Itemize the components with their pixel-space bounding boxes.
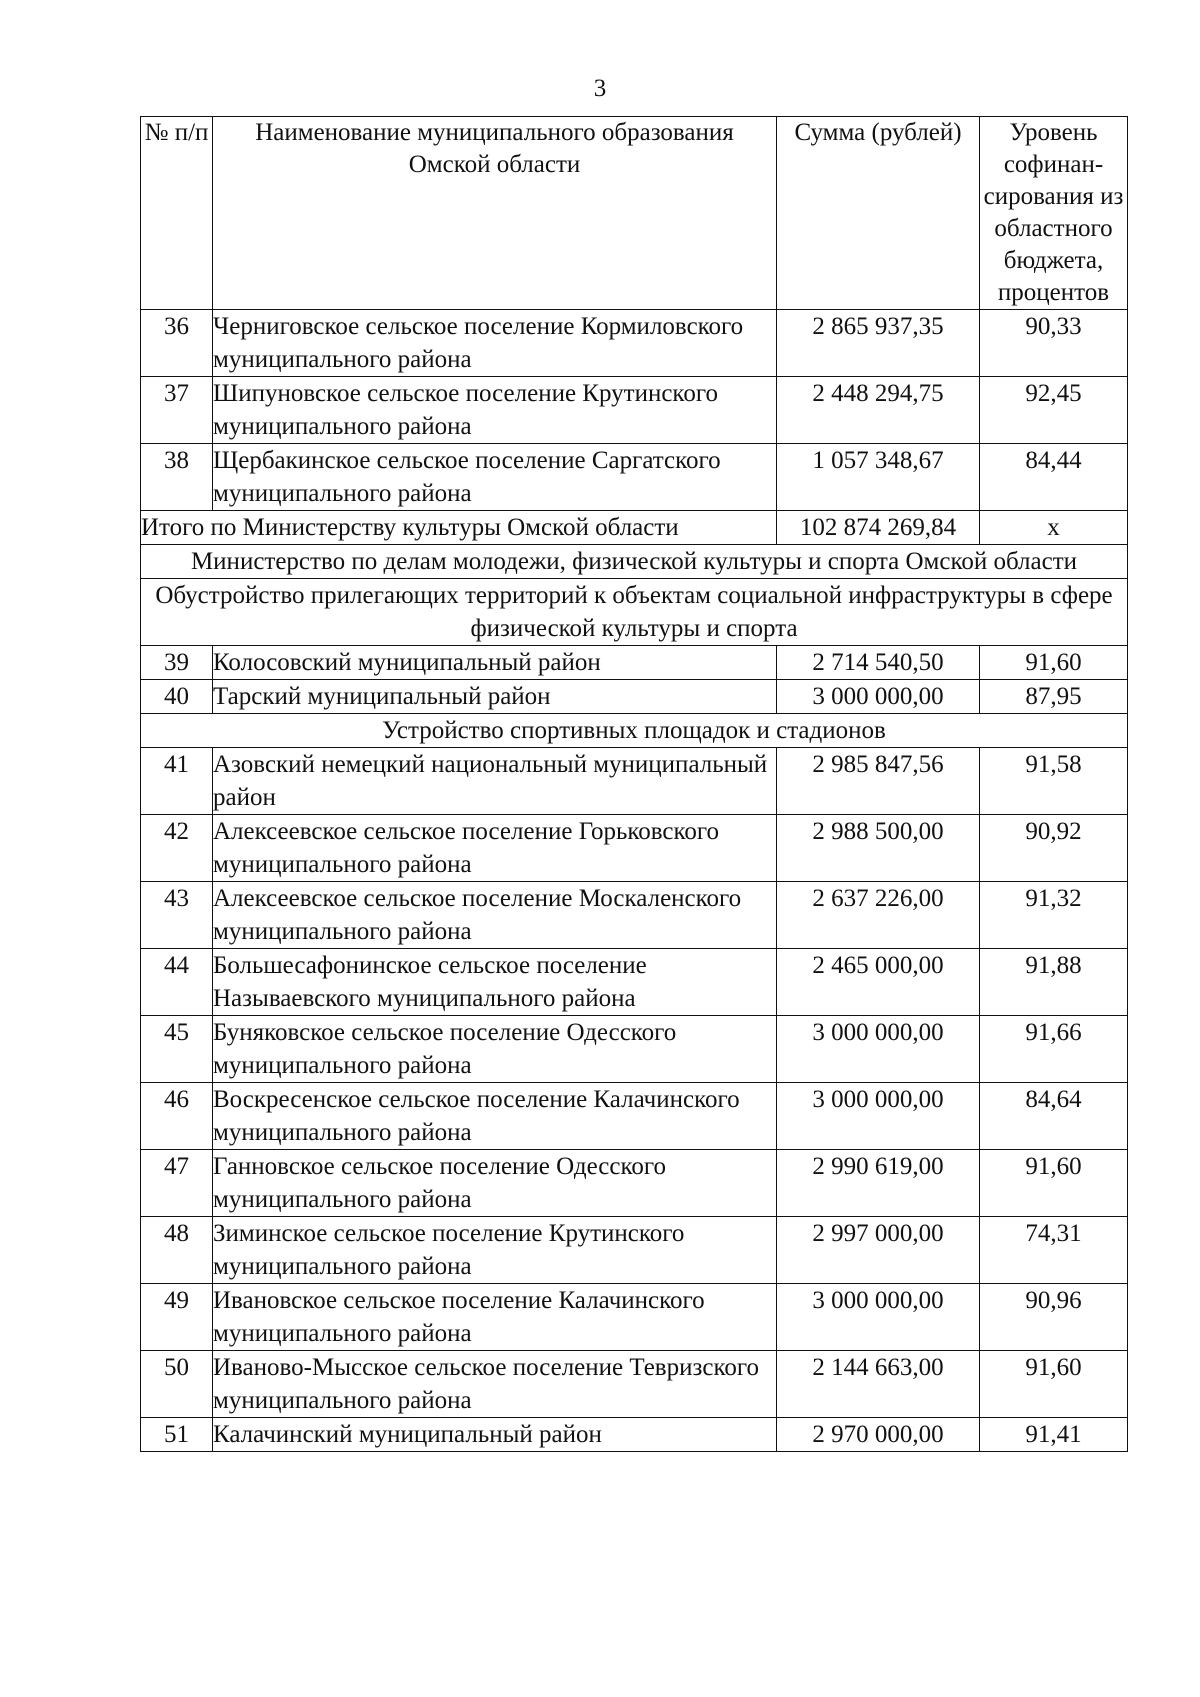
row-name: Тарский муниципальный район [213,680,777,714]
row-num: 38 [141,444,213,511]
row-name: Зиминское сельское поселение Крутинского муниципального района [213,1217,777,1284]
row-name: Алексеевское сельское поселение Москаленского муниципального района [213,882,777,949]
section-territories: Обустройство прилегающих территорий к объектам социальной инфраструктуры в сфере физической культуры и спорта [141,579,1128,646]
row-num: 41 [141,748,213,815]
table-row [141,748,1128,815]
table-row [141,444,1128,511]
section-sports: Устройство спортивных площадок и стадионов [141,714,1128,748]
row-sum: 2 465 000,00 [777,949,980,1016]
row-num: 44 [141,949,213,1016]
header-level: Уровень софинан-сирования из областного бюджета, процентов [980,117,1128,310]
row-level: 84,44 [980,444,1128,511]
table-row [141,1016,1128,1083]
row-level: 91,32 [980,882,1128,949]
row-level: 91,66 [980,1016,1128,1083]
row-name: Ганновское сельское поселение Одесского муниципального района [213,1150,777,1217]
row-name: Колосовский муниципальный район [213,646,777,680]
row-num: 42 [141,815,213,882]
row-num: 36 [141,310,213,377]
section-row-territories [141,579,1128,646]
row-num: 46 [141,1083,213,1150]
row-num: 51 [141,1418,213,1452]
row-num: 43 [141,882,213,949]
table-row [141,1418,1128,1452]
row-num: 39 [141,646,213,680]
row-num: 48 [141,1217,213,1284]
row-num: 37 [141,377,213,444]
table-row [141,646,1128,680]
row-sum: 2 448 294,75 [777,377,980,444]
row-sum: 3 000 000,00 [777,1284,980,1351]
row-sum: 3 000 000,00 [777,1016,980,1083]
total-level: х [980,511,1128,545]
row-sum: 2 970 000,00 [777,1418,980,1452]
total-sum: 102 874 269,84 [777,511,980,545]
table-row [141,949,1128,1016]
row-sum: 2 637 226,00 [777,882,980,949]
row-num: 40 [141,680,213,714]
row-level: 87,95 [980,680,1128,714]
row-level: 90,33 [980,310,1128,377]
row-level: 91,60 [980,646,1128,680]
row-num: 47 [141,1150,213,1217]
table-header-row [141,117,1128,310]
row-name: Воскресенское сельское поселение Калачинского муниципального района [213,1083,777,1150]
row-sum: 3 000 000,00 [777,1083,980,1150]
section-row-sports [141,714,1128,748]
row-name: Черниговское сельское поселение Кормиловского муниципального района [213,310,777,377]
table-row [141,377,1128,444]
page-number: 3 [593,75,607,102]
table-row [141,1351,1128,1418]
row-name: Азовский немецкий национальный муниципальный район [213,748,777,815]
row-name: Большесафонинское сельское поселение Называевского муниципального района [213,949,777,1016]
row-name: Ивановское сельское поселение Калачинского муниципального района [213,1284,777,1351]
row-sum: 2 990 619,00 [777,1150,980,1217]
table-row [141,882,1128,949]
table-row [141,310,1128,377]
row-level: 92,45 [980,377,1128,444]
header-num: № п/п [141,117,213,310]
row-level: 91,88 [980,949,1128,1016]
row-sum: 2 144 663,00 [777,1351,980,1418]
row-sum: 2 865 937,35 [777,310,980,377]
table-row [141,815,1128,882]
row-sum: 1 057 348,67 [777,444,980,511]
row-level: 91,60 [980,1351,1128,1418]
total-row [141,511,1128,545]
row-sum: 2 985 847,56 [777,748,980,815]
row-sum: 2 714 540,50 [777,646,980,680]
row-num: 45 [141,1016,213,1083]
funding-table [140,116,1128,1452]
header-name: Наименование муниципального образования Омской области [213,117,777,310]
row-name: Калачинский муниципальный район [213,1418,777,1452]
row-sum: 2 988 500,00 [777,815,980,882]
header-sum: Сумма (рублей) [777,117,980,310]
row-num: 49 [141,1284,213,1351]
table-row [141,1083,1128,1150]
row-name: Буняковское сельское поселение Одесского муниципального района [213,1016,777,1083]
total-label: Итого по Министерству культуры Омской области [141,511,777,545]
row-level: 91,60 [980,1150,1128,1217]
row-level: 90,92 [980,815,1128,882]
row-sum: 2 997 000,00 [777,1217,980,1284]
table-row [141,680,1128,714]
table-row [141,1217,1128,1284]
row-level: 91,41 [980,1418,1128,1452]
row-level: 90,96 [980,1284,1128,1351]
row-name: Шипуновское сельское поселение Крутинского муниципального района [213,377,777,444]
row-name: Щербакинское сельское поселение Саргатского муниципального района [213,444,777,511]
table-row [141,1150,1128,1217]
section-row-ministry [141,545,1128,579]
section-ministry: Министерство по делам молодежи, физической культуры и спорта Омской области [141,545,1128,579]
row-level: 74,31 [980,1217,1128,1284]
row-level: 91,58 [980,748,1128,815]
row-name: Алексеевское сельское поселение Горьковского муниципального района [213,815,777,882]
row-num: 50 [141,1351,213,1418]
row-level: 84,64 [980,1083,1128,1150]
row-sum: 3 000 000,00 [777,680,980,714]
table-row [141,1284,1128,1351]
row-name: Иваново-Мысское сельское поселение Тевризского муниципального района [213,1351,777,1418]
